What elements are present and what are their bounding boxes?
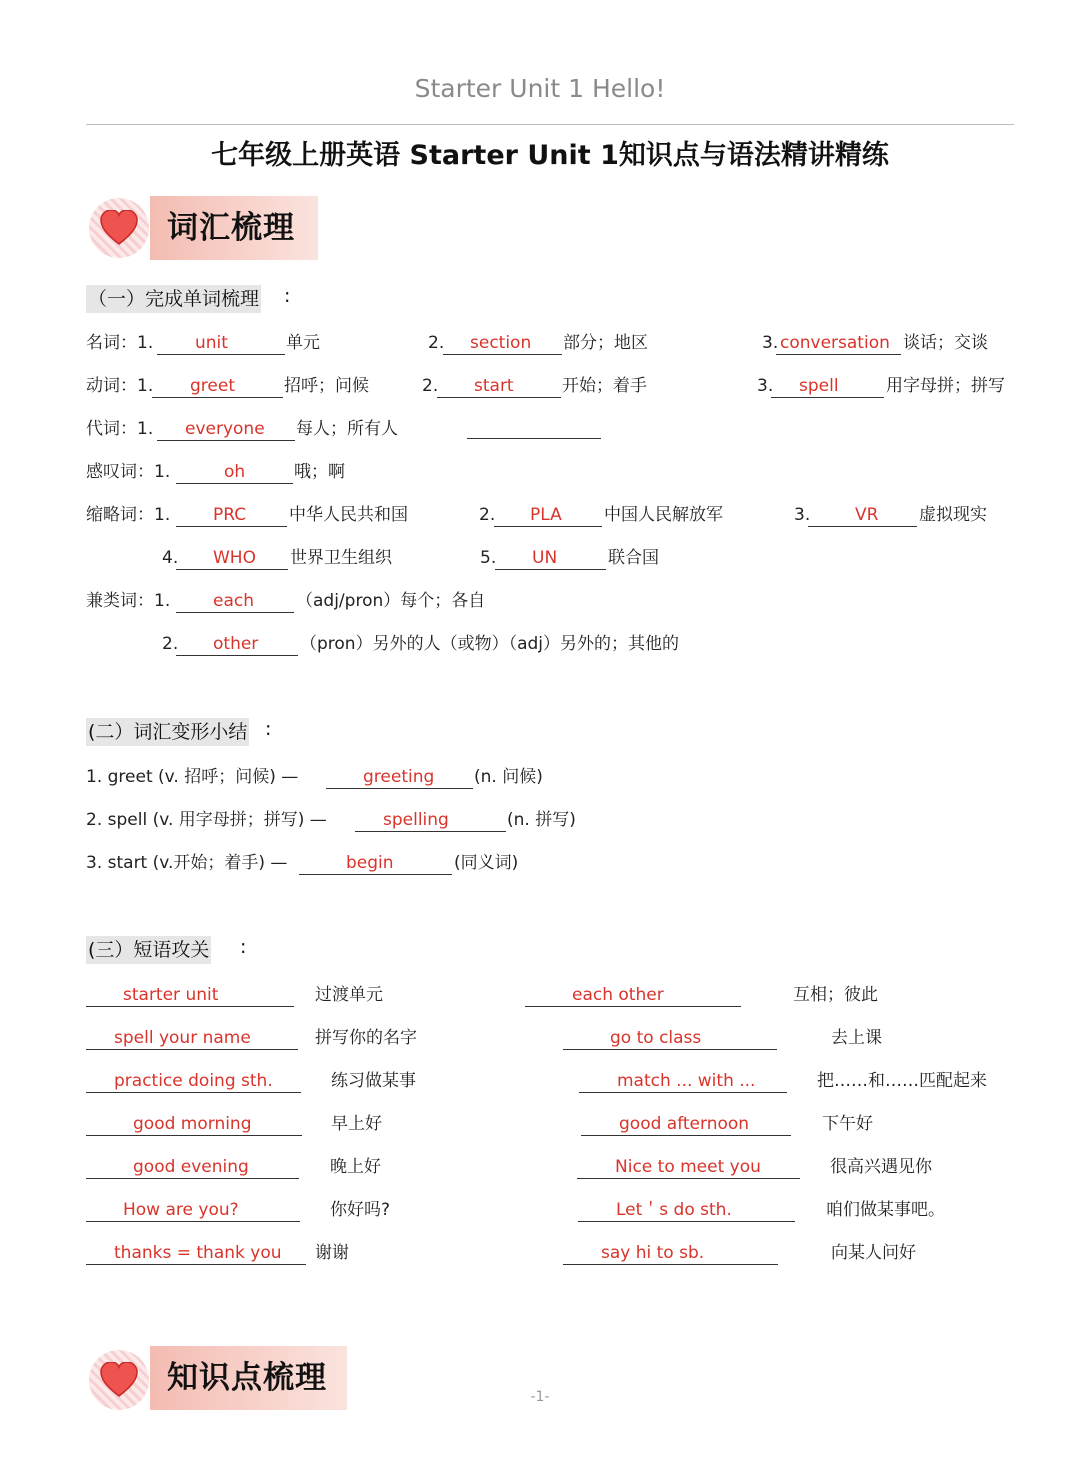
abbr-5-meaning: 联合国 [608, 548, 659, 568]
section2-colon: : [265, 718, 272, 740]
abbr-3-meaning: 虚拟现实 [919, 505, 987, 525]
answer-abbr-4: WHO [213, 548, 256, 568]
answer-pronoun-1: everyone [185, 419, 265, 439]
answer-blank [157, 418, 295, 441]
verb-2-number: 2. [422, 376, 439, 396]
answer-blank [578, 1199, 795, 1222]
knowledge-badge-label: 知识点梳理 [167, 1360, 327, 1396]
phrase-meaning: 下午好 [822, 1114, 873, 1134]
vocab-badge-label: 词汇梳理 [167, 210, 295, 246]
interjection-label: 感叹词：1. [86, 462, 171, 482]
verb-label: 动词：1. [86, 376, 154, 396]
answer-multi-1: each [213, 591, 254, 611]
answer-blank [157, 332, 285, 355]
answer-transform-3: begin [346, 853, 394, 873]
answer-verb-3: spell [799, 376, 839, 396]
answer-blank [86, 1027, 298, 1050]
transform-3-prefix: 3. start (v.开始；着手) — [86, 853, 288, 873]
abbr-3-number: 3. [794, 505, 811, 525]
phrase-meaning: 去上课 [831, 1028, 882, 1048]
phrase-meaning: 互相；彼此 [793, 985, 878, 1005]
answer-abbr-1: PRC [213, 505, 247, 525]
phrase-answer: good morning [133, 1114, 252, 1134]
answer-blank [495, 547, 606, 570]
phrase-meaning: 把……和……匹配起来 [817, 1071, 987, 1091]
answer-abbr-3: VR [855, 505, 879, 525]
answer-blank [437, 375, 561, 398]
answer-blank [579, 1070, 787, 1093]
answer-verb-2: start [474, 376, 514, 396]
answer-blank [86, 984, 294, 1007]
answer-interjection-1: oh [224, 462, 246, 482]
noun-1-meaning: 单元 [286, 333, 320, 353]
verb-2-meaning: 开始；着手 [562, 376, 647, 396]
section2-heading: (二）词汇变形小结 [86, 718, 249, 746]
answer-blank [176, 547, 288, 570]
noun-2-number: 2. [428, 333, 445, 353]
answer-blank [494, 504, 602, 527]
phrase-answer: match ... with ... [617, 1071, 756, 1091]
answer-blank [176, 504, 287, 527]
abbreviation-label: 缩略词：1. [86, 505, 171, 525]
pronoun-1-meaning: 每人；所有人 [296, 419, 398, 439]
phrase-answer: How are you? [123, 1200, 239, 1220]
verb-3-number: 3. [757, 376, 774, 396]
answer-blank [525, 984, 741, 1007]
abbr-2-meaning: 中国人民解放军 [604, 505, 723, 525]
answer-blank [86, 1199, 300, 1222]
phrase-answer: each other [572, 985, 664, 1005]
page-number: -1- [530, 1389, 550, 1405]
phrase-answer: starter unit [123, 985, 219, 1005]
pronoun-label: 代词：1. [86, 419, 154, 439]
phrase-meaning: 早上好 [331, 1114, 382, 1134]
answer-verb-1: greet [190, 376, 235, 396]
phrase-meaning: 练习做某事 [331, 1071, 416, 1091]
heart-badge-icon [89, 198, 149, 258]
phrase-meaning: 拼写你的名字 [315, 1028, 417, 1048]
empty-blank-line [467, 438, 601, 439]
answer-multi-2: other [213, 634, 259, 654]
transform-3-suffix: (同义词) [454, 853, 519, 873]
answer-blank [776, 332, 901, 355]
noun-3-meaning: 谈话；交谈 [903, 333, 988, 353]
answer-blank [86, 1156, 299, 1179]
abbr-1-meaning: 中华人民共和国 [289, 505, 408, 525]
phrase-meaning: 你好吗? [330, 1200, 391, 1220]
multi-2-meaning: （pron）另外的人（或物）（adj）另外的；其他的 [300, 634, 680, 654]
answer-blank [581, 1113, 791, 1136]
phrase-answer: Nice to meet you [615, 1157, 761, 1177]
answer-blank [808, 504, 917, 527]
answer-abbr-5: UN [532, 548, 558, 568]
answer-blank [176, 590, 294, 613]
transform-2-prefix: 2. spell (v. 用字母拼；拼写) — [86, 810, 327, 830]
multi-2-number: 2. [162, 634, 179, 654]
abbr-4-number: 4. [162, 548, 179, 568]
abbr-5-number: 5. [480, 548, 497, 568]
answer-blank [563, 1242, 778, 1265]
abbr-2-number: 2. [479, 505, 496, 525]
section1-heading: （一）完成单词梳理 [86, 285, 261, 313]
answer-noun-1: unit [195, 333, 228, 353]
multi-class-label: 兼类词：1. [86, 591, 171, 611]
answer-blank [577, 1156, 800, 1179]
noun-2-meaning: 部分；地区 [563, 333, 648, 353]
answer-blank [355, 809, 506, 832]
phrase-answer: go to class [610, 1028, 702, 1048]
phrase-answer: practice doing sth. [114, 1071, 273, 1091]
answer-blank [176, 633, 298, 656]
phrase-answer: spell your name [114, 1028, 251, 1048]
document-title: 七年级上册英语 Starter Unit 1知识点与语法精讲精练 [211, 140, 889, 171]
phrase-answer: say hi to sb. [601, 1243, 705, 1263]
answer-blank [326, 766, 473, 789]
transform-1-prefix: 1. greet (v. 招呼；问候) — [86, 767, 299, 787]
transform-2-suffix: (n. 拼写) [507, 810, 576, 830]
answer-blank [771, 375, 884, 398]
verb-1-meaning: 招呼；问候 [284, 376, 369, 396]
answer-blank [86, 1113, 302, 1136]
answer-blank [86, 1070, 301, 1093]
page-header: Starter Unit 1 Hello! [414, 74, 666, 103]
phrase-meaning: 很高兴遇见你 [830, 1157, 932, 1177]
section1-colon: : [284, 285, 291, 307]
phrase-meaning: 向某人问好 [831, 1243, 916, 1263]
phrase-answer: Let＇s do sth. [616, 1200, 732, 1220]
interjection-1-meaning: 哦；啊 [294, 462, 345, 482]
answer-blank [443, 332, 562, 355]
answer-abbr-2: PLA [530, 505, 562, 525]
header-divider [86, 124, 1014, 125]
answer-blank [563, 1027, 777, 1050]
answer-blank [176, 461, 293, 484]
answer-blank [86, 1242, 306, 1265]
transform-1-suffix: (n. 问候) [474, 767, 543, 787]
phrase-answer: good afternoon [619, 1114, 750, 1134]
phrase-answer: thanks = thank you [114, 1243, 282, 1263]
answer-noun-2: section [470, 333, 532, 353]
section3-colon: : [240, 936, 247, 958]
noun-3-number: 3. [762, 333, 779, 353]
answer-noun-3: conversation [780, 333, 890, 353]
section3-heading: (三）短语攻关 [86, 936, 211, 964]
phrase-answer: good evening [133, 1157, 249, 1177]
answer-transform-2: spelling [383, 810, 449, 830]
answer-blank [299, 852, 452, 875]
phrase-meaning: 晚上好 [330, 1157, 381, 1177]
phrase-meaning: 过渡单元 [315, 985, 383, 1005]
abbr-4-meaning: 世界卫生组织 [290, 548, 392, 568]
answer-blank [152, 375, 283, 398]
multi-1-meaning: （adj/pron）每个；各自 [296, 591, 486, 611]
phrase-meaning: 咱们做某事吧。 [826, 1200, 945, 1220]
answer-transform-1: greeting [363, 767, 435, 787]
verb-3-meaning: 用字母拼；拼写 [886, 376, 1005, 396]
phrase-meaning: 谢谢 [315, 1243, 349, 1263]
noun-label: 名词：1. [86, 333, 154, 353]
